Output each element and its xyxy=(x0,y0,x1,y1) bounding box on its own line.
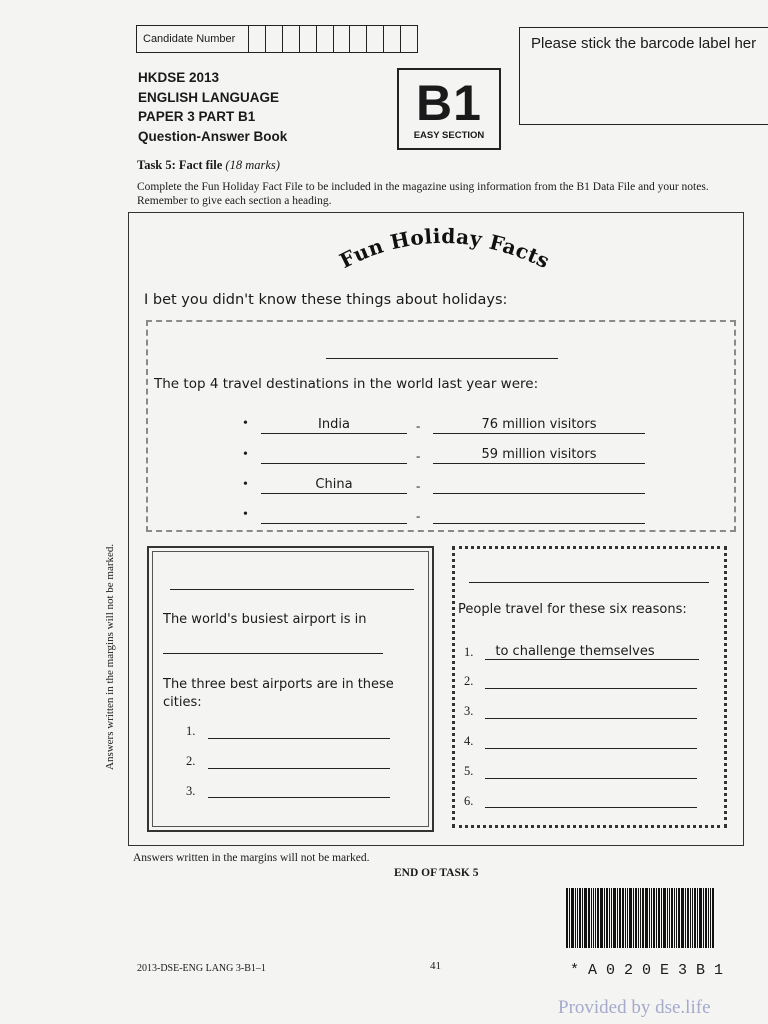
barcode-bar xyxy=(588,888,590,948)
svg-text:Fun Holiday Facts xyxy=(336,224,554,273)
visitors-line[interactable] xyxy=(433,433,645,434)
barcode-bar xyxy=(649,888,650,948)
barcode-bar xyxy=(591,888,592,948)
candidate-digit-cell[interactable] xyxy=(300,26,317,52)
barcode-bar xyxy=(645,888,648,948)
barcode-bar xyxy=(703,888,704,948)
barcode-bar xyxy=(635,888,637,948)
barcode-bar xyxy=(674,888,675,948)
reason-item-number: 6. xyxy=(464,794,474,808)
dash: - xyxy=(416,478,421,493)
barcode-bar xyxy=(622,888,624,948)
barcode-bar xyxy=(633,888,634,948)
barcode-bar xyxy=(658,888,660,948)
candidate-number-box xyxy=(136,25,418,53)
destinations-prompt: The top 4 travel destinations in the world last year were: xyxy=(154,376,539,392)
barcode-bar xyxy=(606,888,608,948)
airport-item-number: 2. xyxy=(186,754,196,768)
reasons-prompt: People travel for these six reasons: xyxy=(458,602,687,617)
barcode-bar xyxy=(577,888,578,948)
best-airports-prompt: The three best airports are in these cities: xyxy=(163,677,394,710)
task-title-text: Task 5: Fact file xyxy=(137,158,223,172)
reason-item-number: 4. xyxy=(464,734,474,748)
candidate-digit-cell[interactable] xyxy=(334,26,351,52)
barcode-bar xyxy=(694,888,696,948)
reason-item-line[interactable] xyxy=(485,718,697,719)
barcode-bar xyxy=(699,888,702,948)
fact-file-heading xyxy=(320,214,570,284)
barcode-bar xyxy=(697,888,698,948)
barcode-bar xyxy=(651,888,652,948)
section-code: B1 xyxy=(416,75,482,131)
airport-item-number: 3. xyxy=(186,784,196,798)
reason-item-line[interactable] xyxy=(485,688,697,689)
barcode-bar xyxy=(705,888,707,948)
barcode-bar xyxy=(642,888,644,948)
country-answer: China xyxy=(315,477,353,492)
barcode-bar xyxy=(656,888,657,948)
barcode-bar xyxy=(566,888,568,948)
margin-note: Answers written in the margins will not be marked. xyxy=(133,852,370,864)
bullet-icon: • xyxy=(243,477,248,492)
fact-file-heading-text: Fun Holiday Facts xyxy=(335,223,554,274)
reason-item-line[interactable] xyxy=(485,807,697,808)
country-line[interactable] xyxy=(261,493,407,494)
barcode-bar xyxy=(625,888,626,948)
dash: - xyxy=(416,448,421,463)
barcode-bar xyxy=(692,888,693,948)
barcode-bar xyxy=(669,888,670,948)
barcode-bar xyxy=(627,888,628,948)
barcode-bar xyxy=(676,888,677,948)
barcode-bar xyxy=(593,888,594,948)
candidate-digit-cell[interactable] xyxy=(249,26,266,52)
barcode-bar xyxy=(661,888,662,948)
airport-item-line[interactable] xyxy=(208,738,390,739)
busiest-airport-prompt: The world's busiest airport is in xyxy=(163,612,367,627)
barcode-bar xyxy=(667,888,668,948)
barcode-bar xyxy=(575,888,576,948)
reason-answer: to challenge themselves xyxy=(495,644,655,659)
footer-code: 2013-DSE-ENG LANG 3-B1–1 xyxy=(137,963,266,974)
visitors-answer: 76 million visitors xyxy=(481,417,597,432)
candidate-digit-cell[interactable] xyxy=(266,26,283,52)
candidate-digit-cell[interactable] xyxy=(401,26,417,52)
section-badge xyxy=(397,68,501,150)
bullet-icon: • xyxy=(243,507,248,522)
margin-note-vertical: Answers written in the margins will not be marked. xyxy=(104,543,116,770)
barcode-bar xyxy=(638,888,639,948)
barcode-bar xyxy=(619,888,621,948)
busiest-airport-line[interactable] xyxy=(163,653,383,654)
reasons-heading-line[interactable] xyxy=(469,582,709,583)
reason-item-line[interactable] xyxy=(485,748,697,749)
exam-book-type: Question-Answer Book xyxy=(138,128,288,144)
section-name: EASY SECTION xyxy=(413,130,485,141)
page-number: 41 xyxy=(430,960,441,972)
bullet-icon: • xyxy=(243,416,248,431)
barcode-label-text: Please stick the barcode label her xyxy=(531,35,757,52)
barcode-bar xyxy=(595,888,596,948)
barcode-bar xyxy=(569,888,570,948)
visitors-answer: 59 million visitors xyxy=(481,447,597,462)
barcode-label-box xyxy=(519,27,768,125)
barcode-bar xyxy=(663,888,666,948)
reason-item-number: 5. xyxy=(464,764,474,778)
candidate-digit-cell[interactable] xyxy=(367,26,384,52)
barcode-bar xyxy=(629,888,632,948)
barcode-bar xyxy=(584,888,587,948)
reason-item-line[interactable] xyxy=(485,778,697,779)
barcode-bar xyxy=(613,888,616,948)
barcode-bar xyxy=(687,888,689,948)
barcode-code: *A020E3B1 xyxy=(570,962,733,979)
reasons-box xyxy=(452,546,727,828)
airports-heading-line[interactable] xyxy=(170,589,414,590)
barcode-bar xyxy=(671,888,673,948)
barcode-bar xyxy=(579,888,581,948)
exam-paper: PAPER 3 PART B1 xyxy=(138,109,256,124)
barcode-bar xyxy=(604,888,605,948)
destinations-heading-line[interactable] xyxy=(326,358,558,359)
barcode-bar xyxy=(617,888,618,948)
country-line[interactable] xyxy=(261,523,407,524)
candidate-digit-cell[interactable] xyxy=(283,26,300,52)
candidate-digit-cell[interactable] xyxy=(350,26,367,52)
airport-item-number: 1. xyxy=(186,724,196,738)
barcode-bar xyxy=(710,888,711,948)
candidate-digit-cell[interactable] xyxy=(384,26,401,52)
barcode-bar xyxy=(571,888,574,948)
reason-item-line[interactable] xyxy=(485,659,699,660)
country-line[interactable] xyxy=(261,433,407,434)
visitors-line[interactable] xyxy=(433,523,645,524)
barcode-bar xyxy=(681,888,684,948)
fact-file-intro: I bet you didn't know these things about holidays: xyxy=(144,292,508,308)
candidate-number-label: Candidate Number xyxy=(137,26,249,52)
exam-title: HKDSE 2013 xyxy=(138,70,220,85)
task-title xyxy=(137,158,280,173)
task-instructions: Complete the Fun Holiday Fact File to be included in the magazine using information from the B1 Data File and your notes. Remember to give each section a heading. xyxy=(137,181,709,207)
barcode-bar xyxy=(600,888,603,948)
bullet-icon: • xyxy=(243,447,248,462)
task-marks: (18 marks) xyxy=(225,158,280,172)
dash: - xyxy=(416,418,421,433)
barcode-bar xyxy=(609,888,610,948)
exam-header xyxy=(138,68,287,146)
reason-item-number: 1. xyxy=(464,645,474,659)
country-line[interactable] xyxy=(261,463,407,464)
barcode-bar xyxy=(653,888,655,948)
airport-item-line[interactable] xyxy=(208,797,390,798)
exam-subject: ENGLISH LANGUAGE xyxy=(138,89,280,105)
end-of-task: END OF TASK 5 xyxy=(394,867,479,879)
barcode-bar xyxy=(690,888,691,948)
watermark-provided-by[interactable]: Provided by dse.life xyxy=(558,997,711,1018)
barcode-bar xyxy=(582,888,583,948)
barcode-bar xyxy=(685,888,686,948)
barcode-bar xyxy=(678,888,680,948)
candidate-digit-cell[interactable] xyxy=(317,26,334,52)
dash: - xyxy=(416,508,421,523)
visitors-line[interactable] xyxy=(433,463,645,464)
barcode-bar xyxy=(611,888,612,948)
barcode-bar xyxy=(597,888,599,948)
country-answer: India xyxy=(318,417,350,432)
airport-item-line[interactable] xyxy=(208,768,390,769)
barcode-image xyxy=(566,888,766,948)
reason-item-number: 3. xyxy=(464,704,474,718)
visitors-line[interactable] xyxy=(433,493,645,494)
barcode-bar xyxy=(640,888,641,948)
reason-item-number: 2. xyxy=(464,674,474,688)
barcode-bar xyxy=(708,888,709,948)
barcode-bar xyxy=(712,888,714,948)
